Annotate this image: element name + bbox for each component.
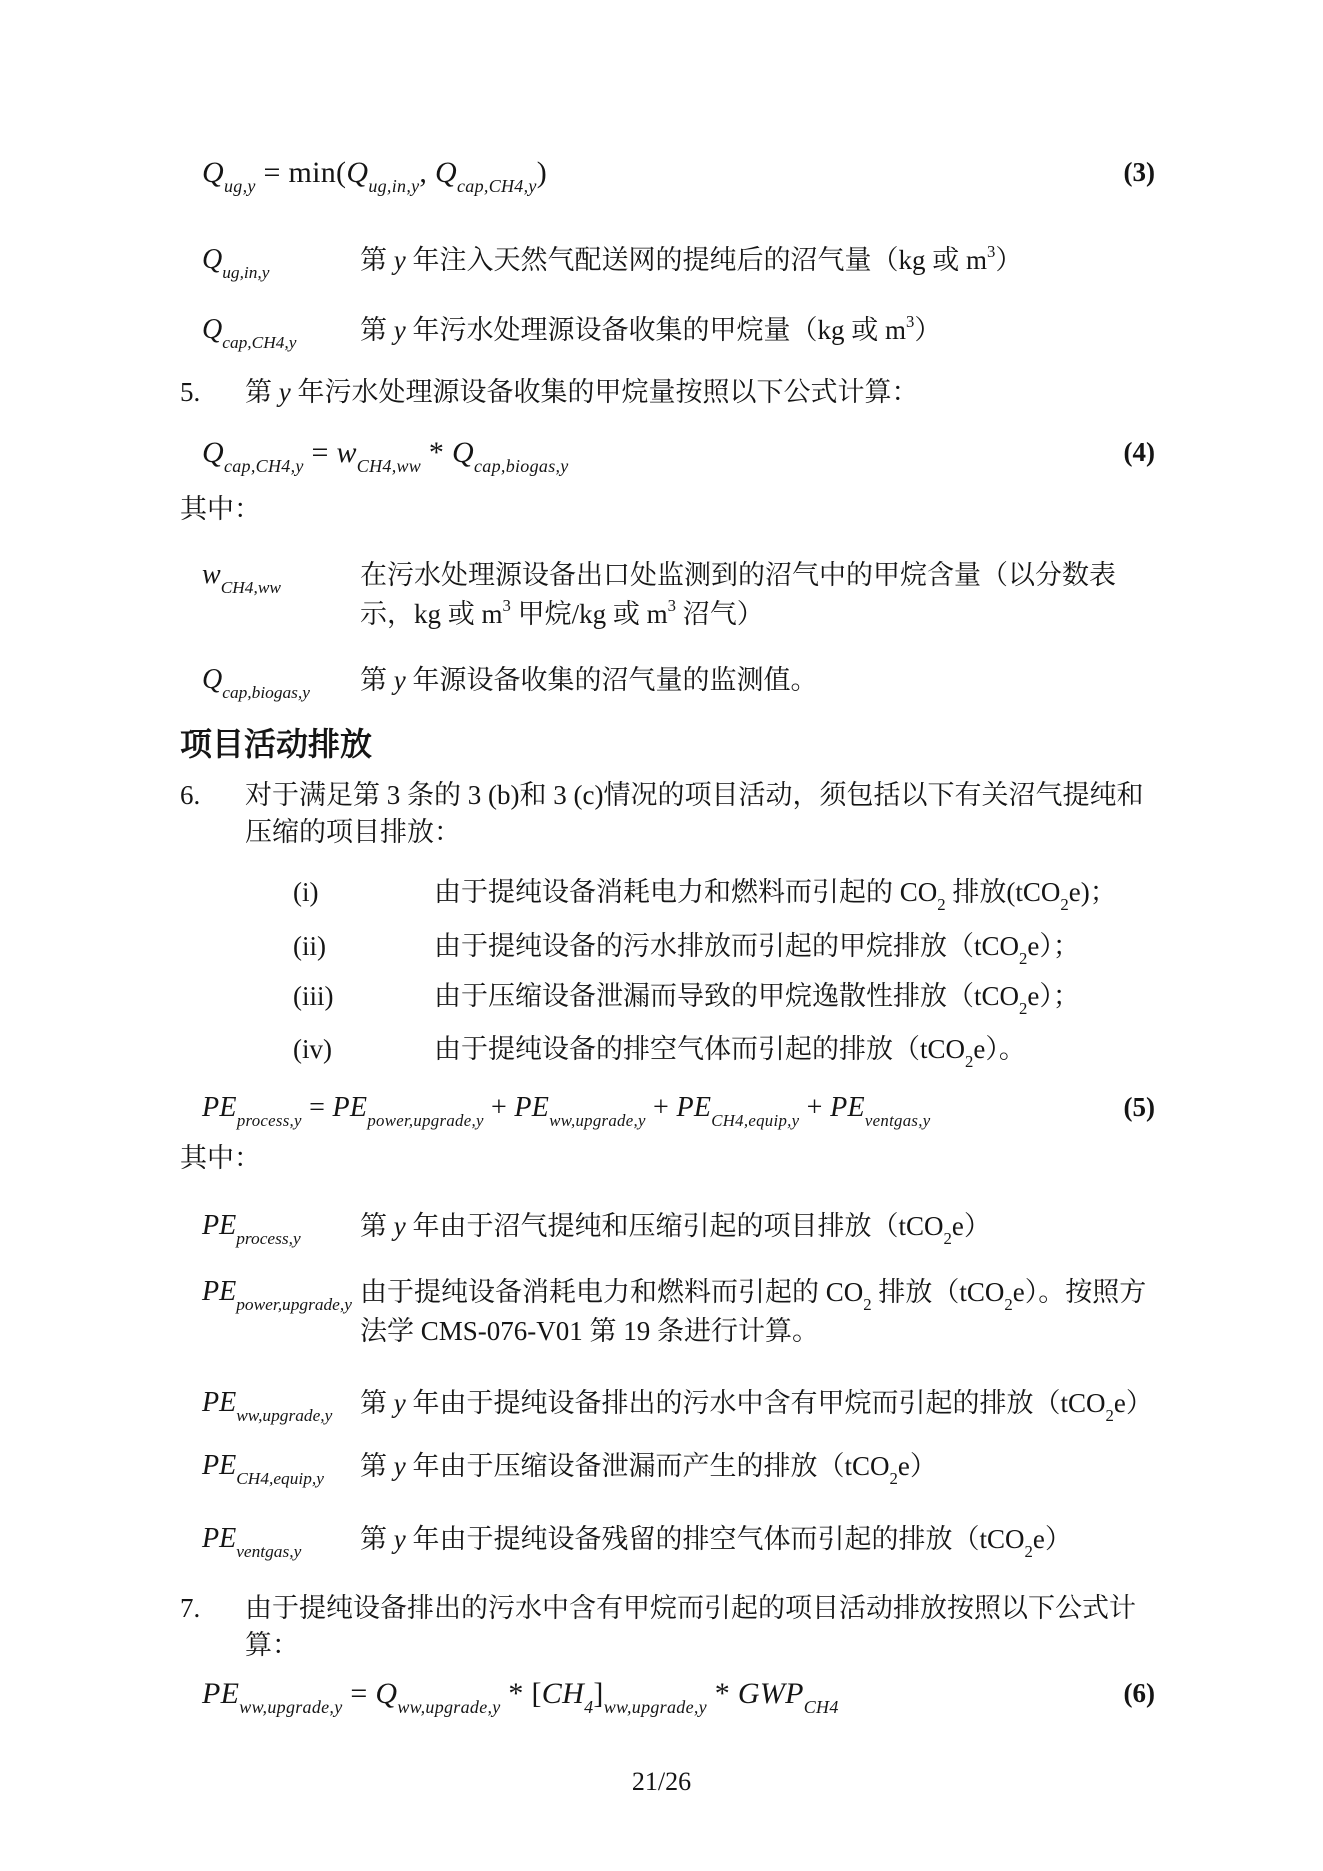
equation-3 bbox=[180, 150, 1155, 196]
list-item-i bbox=[293, 875, 1155, 915]
definition-term-q-ug-in-y: $Q_{ug,in,y}$ bbox=[202, 244, 270, 282]
list-item-i-text: 由于提纯设备消耗电力和燃料而引起的 $CO_2$ 排放(tCO$_2$e)； bbox=[434, 877, 1117, 915]
paragraph-5 bbox=[180, 374, 1155, 411]
definition-term-q-cap-biogas-y: $Q_{cap,biogas,y}$ bbox=[202, 664, 310, 702]
definition-row-pe-power-upgrade-y bbox=[180, 1273, 1155, 1351]
equation-3-expression: $Q_{ug,y} = \min(Q_{ug,in,y}$, $Q_{cap,CH4,y}$) bbox=[202, 156, 547, 197]
definition-term-q-cap-ch4-y: $Q_{cap,CH4,y}$ bbox=[202, 314, 297, 352]
list-item-iv bbox=[293, 1032, 1155, 1072]
definition-text-q-cap-ch4-y: 第 y 年污水处理源设备收集的甲烷量（kg 或 $m^3$） bbox=[360, 312, 942, 345]
paragraph-5-text: 第 y 年污水处理源设备收集的甲烷量按照以下公式计算： bbox=[245, 377, 919, 407]
list-item-iv-marker: (iv) bbox=[293, 1034, 332, 1064]
definition-term-pe-process-y: $PE_{process,y}$ bbox=[202, 1210, 301, 1248]
definition-row-q-ug-in-y bbox=[180, 241, 1155, 280]
list-item-ii bbox=[293, 929, 1155, 969]
definition-term-w-ch4-ww: $w_{CH4,ww}$ bbox=[202, 559, 281, 597]
definition-term-pe-power-upgrade-y: $PE_{power,upgrade,y}$ bbox=[202, 1276, 352, 1314]
definition-row-q-cap-ch4-y bbox=[180, 311, 1155, 350]
definition-term-pe-ch4-equip-y: $PE_{CH4,equip,y}$ bbox=[202, 1450, 324, 1488]
definition-row-w-ch4-ww bbox=[180, 556, 1155, 634]
definition-row-pe-process-y bbox=[180, 1207, 1155, 1249]
equation-4-expression: $Q_{cap,CH4,y} = w_{CH4,ww} * Q_{cap,biogas,y}$ bbox=[202, 436, 569, 477]
definition-term-pe-ww-upgrade-y: $PE_{ww,upgrade,y}$ bbox=[202, 1387, 333, 1425]
paragraph-7-text: 由于提纯设备排出的污水中含有甲烷而引起的项目活动排放按照以下公式计算： bbox=[245, 1593, 1136, 1660]
section-heading-project-activity-emissions: 项目活动排放 bbox=[180, 726, 373, 762]
equation-4-number: (4) bbox=[1123, 437, 1155, 467]
definition-row-q-cap-biogas-y bbox=[180, 661, 1155, 700]
paragraph-5-number: 5. bbox=[180, 377, 201, 407]
paragraph-6 bbox=[180, 777, 1155, 851]
paragraph-7 bbox=[180, 1590, 1155, 1664]
page-number: 21/26 bbox=[631, 1767, 692, 1796]
definition-term-pe-ventgas-y: $PE_{ventgas,y}$ bbox=[202, 1523, 302, 1561]
definition-text-pe-process-y: 第 y 年由于沼气提纯和压缩引起的项目排放（tCO$_2$e） bbox=[360, 1211, 991, 1249]
definition-row-pe-ch4-equip-y bbox=[180, 1447, 1155, 1489]
paragraph-6-text: 对于满足第 3 条的 3 (b)和 3 (c)情况的项目活动，须包括以下有关沼气提纯和压缩的项目排放： bbox=[245, 780, 1144, 847]
list-item-iii-marker: (iii) bbox=[293, 981, 334, 1011]
list-item-ii-marker: (ii) bbox=[293, 931, 326, 961]
equation-5-expression: $PE_{process,y} = PE_{power,upgrade,y} + PE_{ww,upgrade,y} + PE_{CH4,equip,y} + PE_{ventgas,y}$ bbox=[202, 1092, 931, 1130]
definition-text-pe-ventgas-y: 第 y 年由于提纯设备残留的排空气体而引起的排放（tCO$_2$e） bbox=[360, 1524, 1072, 1562]
list-item-iv-text: 由于提纯设备的排空气体而引起的排放（tCO$_2$e）。 bbox=[434, 1034, 1026, 1072]
paragraph-6-number: 6. bbox=[180, 780, 201, 810]
equation-6-expression: $PE_{ww,upgrade,y} = Q_{ww,upgrade,y} * [CH_4]_{ww,upgrade,y} * GWP_{CH4}$ bbox=[202, 1677, 839, 1718]
definition-text-w-ch4-ww: 在污水处理源设备出口处监测到的沼气中的甲烷含量（以分数表示，kg 或 $m^3$ 甲烷/kg 或 $m^3$ 沼气） bbox=[360, 560, 1116, 629]
definition-text-pe-ch4-equip-y: 第 y 年由于压缩设备泄漏而产生的排放（tCO$_2$e） bbox=[360, 1451, 937, 1489]
list-item-iii bbox=[293, 979, 1155, 1019]
definition-text-q-ug-in-y: 第 y 年注入天然气配送网的提纯后的沼气量（kg 或 $m^3$） bbox=[360, 242, 1023, 275]
equation-4 bbox=[180, 430, 1155, 476]
definition-text-pe-ww-upgrade-y: 第 y 年由于提纯设备排出的污水中含有甲烷而引起的排放（tCO$_2$e） bbox=[360, 1388, 1153, 1426]
definition-text-pe-power-upgrade-y: 由于提纯设备消耗电力和燃料而引起的 $CO_2$ 排放（tCO$_2$e）。按照方法学 CMS-076-V01 第 19 条进行计算。 bbox=[360, 1277, 1147, 1346]
equation-6 bbox=[180, 1671, 1155, 1717]
equation-5-number: (5) bbox=[1123, 1092, 1155, 1122]
paragraph-7-number: 7. bbox=[180, 1593, 201, 1623]
list-item-i-marker: (i) bbox=[293, 877, 319, 907]
equation-6-number: (6) bbox=[1123, 1678, 1155, 1708]
where-label-2: 其中： bbox=[180, 1143, 261, 1173]
equation-5 bbox=[180, 1085, 1155, 1131]
definition-row-pe-ww-upgrade-y bbox=[180, 1384, 1155, 1426]
where-label-1: 其中： bbox=[180, 494, 261, 524]
definition-text-q-cap-biogas-y: 第 y 年源设备收集的沼气量的监测值。 bbox=[360, 665, 818, 695]
list-item-iii-text: 由于压缩设备泄漏而导致的甲烷逸散性排放（tCO$_2$e）； bbox=[434, 981, 1080, 1019]
definition-row-pe-ventgas-y bbox=[180, 1520, 1155, 1562]
equation-3-number: (3) bbox=[1123, 157, 1155, 187]
list-item-ii-text: 由于提纯设备的污水排放而引起的甲烷排放（tCO$_2$e）； bbox=[434, 931, 1080, 969]
